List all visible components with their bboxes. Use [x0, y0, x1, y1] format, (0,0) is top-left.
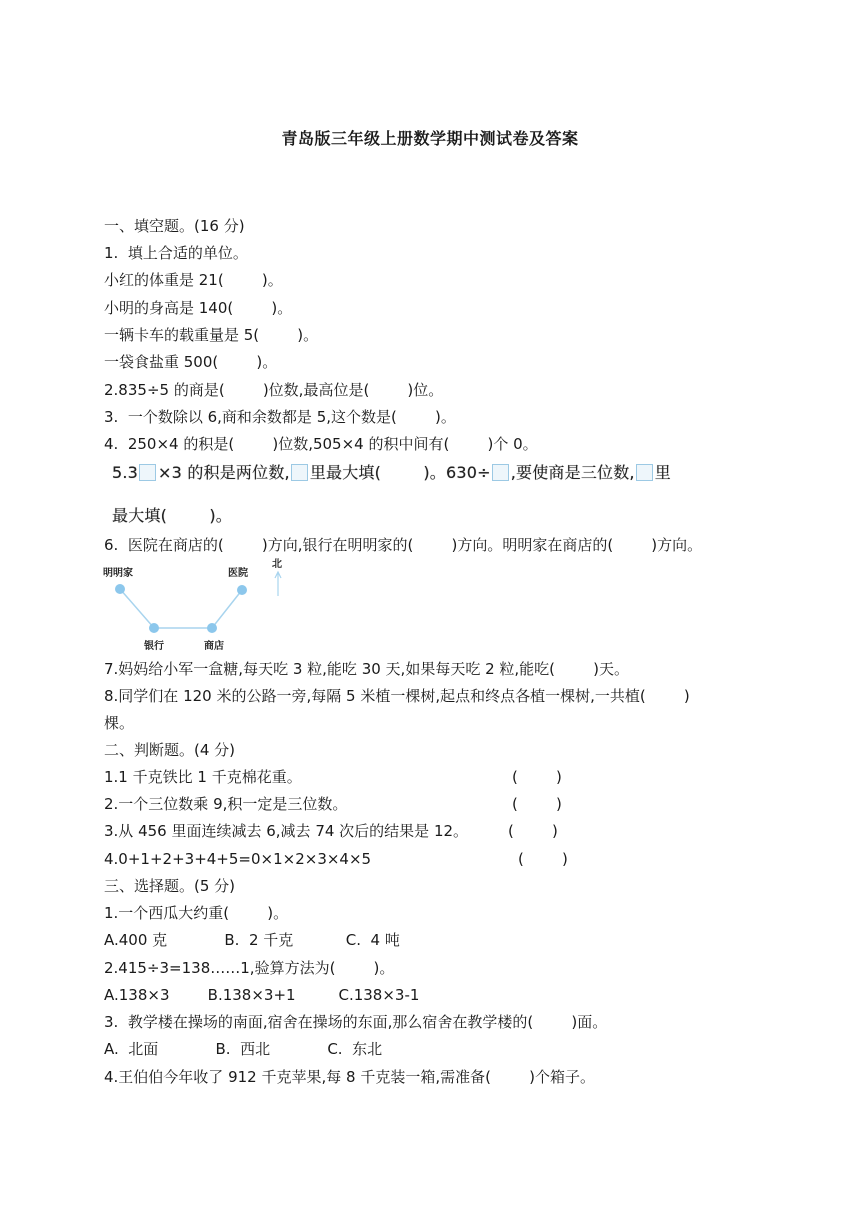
- shop-label: 商店: [204, 641, 224, 652]
- choice-q1: 1.一个西瓜大约重( )。: [104, 904, 289, 922]
- section1-heading: 一、填空题。(16 分): [104, 217, 245, 235]
- q5-line2: 最大填( )。: [112, 506, 232, 525]
- bank-label: 银行: [144, 641, 164, 652]
- q1-text: 1. 填上合适的单位。: [104, 244, 248, 262]
- q5-part5: 里: [654, 463, 671, 482]
- q8-line2: 棵。: [104, 714, 135, 732]
- q5-blank-box-3: [492, 464, 509, 481]
- judge-paren-4: ( ): [518, 850, 568, 868]
- section3-heading: 三、选择题。(5 分): [104, 877, 236, 895]
- q4-text: 4. 250×4 的积是( )位数,505×4 的积中间有( )个 0。: [104, 435, 538, 453]
- q1-item-a: 小红的体重是 21( )。: [104, 271, 283, 289]
- q1-item-b: 小明的身高是 140( )。: [104, 299, 293, 317]
- judge-item-1: 1.1 千克铁比 1 千克棉花重。: [104, 768, 302, 786]
- q5-blank-box-1: [139, 464, 156, 481]
- q8-line1: 8.同学们在 120 米的公路一旁,每隔 5 米植一棵树,起点和终点各植一棵树,一共植( ): [104, 687, 690, 705]
- choice-q2: 2.415÷3=138……1,验算方法为( )。: [104, 959, 395, 977]
- q1-item-c: 一辆卡车的载重量是 5( )。: [104, 326, 319, 344]
- judge-paren-1: ( ): [512, 768, 562, 786]
- choice-q1-options: A.400 克 B. 2 千克 C. 4 吨: [104, 931, 400, 949]
- choice-q3-options: A. 北面 B. 西北 C. 东北: [104, 1040, 383, 1058]
- document-title: 青岛版三年级上册数学期中测试卷及答案: [281, 129, 579, 148]
- judge-item-2: 2.一个三位数乘 9,积一定是三位数。: [104, 795, 348, 813]
- judge-item-3: 3.从 456 里面连续减去 6,减去 74 次后的结果是 12。: [104, 822, 469, 840]
- q6-text: 6. 医院在商店的( )方向,银行在明明家的( )方向。明明家在商店的( )方向。: [104, 536, 703, 554]
- q5-blank-box-4: [636, 464, 653, 481]
- shop-dot: [207, 623, 217, 633]
- north-label: 北: [272, 559, 282, 570]
- judge-paren-2: ( ): [512, 795, 562, 813]
- q5-line1: [112, 463, 671, 483]
- home-dot: [115, 584, 125, 594]
- q3-text: 3. 一个数除以 6,商和余数都是 5,这个数是( )。: [104, 408, 456, 426]
- choice-q4: 4.王伯伯今年收了 912 千克苹果,每 8 千克装一箱,需准备( )个箱子。: [104, 1068, 595, 1086]
- section2-heading: 二、判断题。(4 分): [104, 741, 236, 759]
- q5-part3: 里最大填( )。630÷: [309, 463, 491, 482]
- judge-paren-3: ( ): [508, 822, 558, 840]
- q1-item-d: 一袋食盐重 500( )。: [104, 353, 278, 371]
- judge-item-4: 4.0+1+2+3+4+5=0×1×2×3×4×5: [104, 850, 372, 868]
- bank-dot: [149, 623, 159, 633]
- hospital-dot: [237, 585, 247, 595]
- direction-map: [100, 556, 300, 656]
- choice-q2-options: A.138×3 B.138×3+1 C.138×3-1: [104, 986, 420, 1004]
- route-line: [120, 589, 242, 628]
- q7-text: 7.妈妈给小军一盒糖,每天吃 3 粒,能吃 30 天,如果每天吃 2 粒,能吃( )天。: [104, 660, 630, 678]
- choice-q3: 3. 教学楼在操场的南面,宿舍在操场的东面,那么宿舍在教学楼的( )面。: [104, 1013, 608, 1031]
- q5-part4: ,要使商是三位数,: [510, 463, 635, 482]
- hospital-label: 医院: [228, 568, 248, 579]
- q5-part1: 5.3: [112, 463, 139, 482]
- q5-blank-box-2: [291, 464, 308, 481]
- q5-part2: ×3 的积是两位数,: [158, 463, 290, 482]
- q2-text: 2.835÷5 的商是( )位数,最高位是( )位。: [104, 381, 444, 399]
- home-label: 明明家: [103, 568, 133, 579]
